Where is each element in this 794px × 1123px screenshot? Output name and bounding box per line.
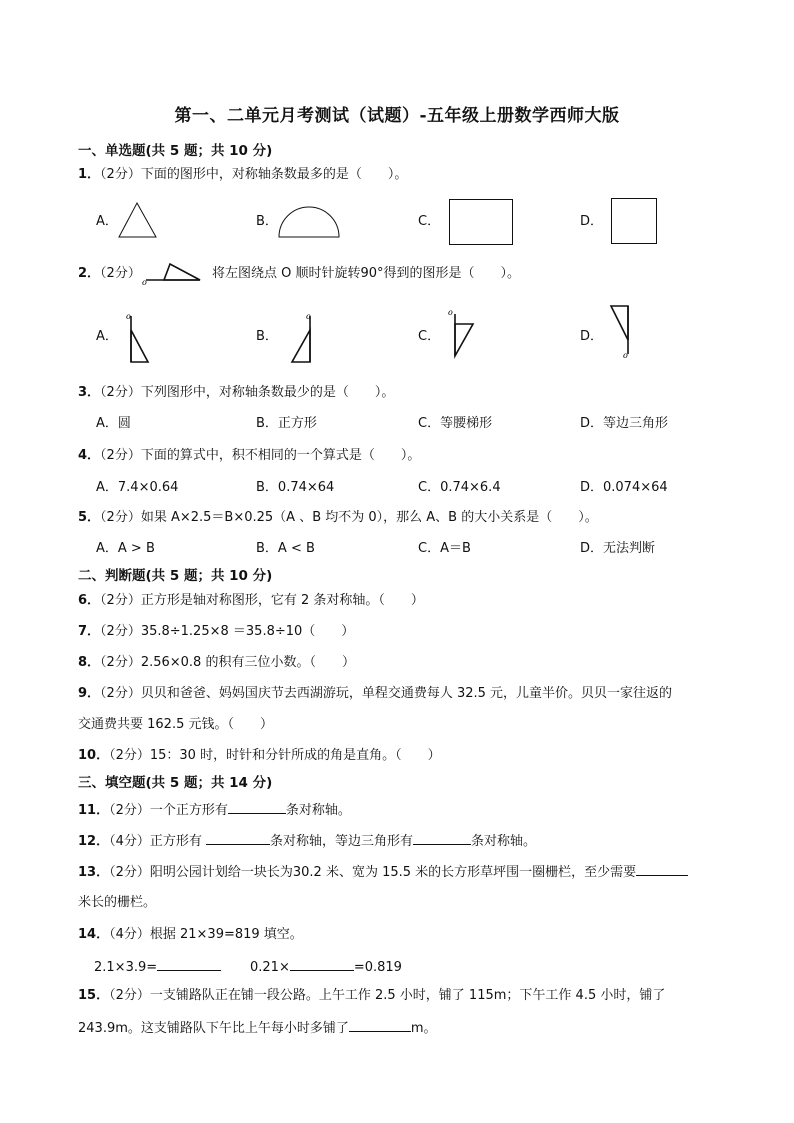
- question-7: [78, 624, 354, 640]
- question-9: [78, 686, 672, 702]
- question-4: [78, 448, 420, 464]
- question-number: 14．: [78, 927, 110, 942]
- question-6: [78, 593, 424, 609]
- question-text: （2分）2.56×0.8 的积有三位小数。（ ）: [100, 655, 355, 670]
- question-10: [78, 748, 441, 764]
- rotated-figure-a: [122, 310, 158, 366]
- question-text: （2分）贝贝和爸爸、妈妈国庆节去西湖游玩，单程交通费每人 32.5 元，儿童半价。贝贝一家往返的: [100, 686, 673, 701]
- answer-blank[interactable]: [636, 863, 688, 876]
- question-number: 7．: [78, 624, 101, 639]
- question-number: 4．: [78, 448, 101, 463]
- rectangle-figure: [449, 199, 513, 245]
- question-12: [78, 832, 536, 850]
- question-text: （4分）根据 21×39=819 填空。: [109, 927, 303, 942]
- question-3: [78, 385, 394, 401]
- section-heading-true-false: 二、判断题(共 5 题；共 10 分): [78, 568, 273, 584]
- question-9-continued: 交通费共要 162.5 元钱。（ ）: [78, 717, 273, 732]
- question-text: （2分）正方形是轴对称图形，它有 2 条对称轴。（ ）: [100, 593, 424, 608]
- answer-blank[interactable]: [349, 1019, 411, 1032]
- rotated-figure-b: [286, 310, 322, 366]
- question-2: [78, 266, 141, 282]
- question-number: 12．: [78, 834, 110, 849]
- question-text: （2分）下面的算式中，积不相同的一个算式是（ ）。: [100, 448, 421, 463]
- question-8: [78, 655, 355, 671]
- question-text: m。: [410, 1021, 437, 1036]
- question-13-continued: 米长的栅栏。: [78, 895, 157, 910]
- question-text: 条对称轴，等边三角形有: [270, 834, 414, 849]
- question-text: （2分）如果 A×2.5＝B×0.25（A 、B 均不为 0），那么 A、B 的大小关系是（ ）。: [100, 510, 598, 525]
- question-13: [78, 863, 688, 881]
- rotation-source-figure: [142, 258, 204, 286]
- question-14-part-a: [94, 958, 221, 976]
- section-heading-single-choice: 一、单选题(共 5 题；共 10 分): [78, 143, 273, 159]
- triangle-figure: [118, 202, 158, 238]
- option-c[interactable]: C．0.74×6.4: [418, 480, 501, 495]
- option-c[interactable]: C．: [418, 329, 441, 344]
- rotated-figure-d: [608, 304, 644, 360]
- question-number: 8．: [78, 655, 101, 670]
- option-c[interactable]: C．: [418, 214, 441, 229]
- svg-text:o: o: [623, 351, 628, 360]
- answer-blank[interactable]: [290, 958, 354, 971]
- question-5: [78, 510, 598, 526]
- point-o-label: o: [142, 278, 147, 287]
- question-text: （2分）一个正方形有: [109, 803, 228, 818]
- option-a[interactable]: A．7.4×0.64: [96, 480, 179, 495]
- question-text: 条对称轴。: [285, 803, 351, 818]
- option-a[interactable]: A．A > B: [96, 541, 155, 556]
- question-2-text: 将左图绕点 O 顺时针旋转90°得到的图形是（ ）。: [212, 266, 521, 281]
- svg-text:o: o: [448, 308, 453, 317]
- semicircle-figure: [278, 205, 340, 239]
- question-number: 2．: [78, 266, 101, 281]
- question-number: 9．: [78, 686, 101, 701]
- option-d[interactable]: D．: [580, 329, 604, 344]
- option-b[interactable]: B．正方形: [256, 416, 317, 431]
- question-text: （4分）正方形有: [109, 834, 206, 849]
- section-heading-fill-blank: 三、填空题(共 5 题；共 14 分): [78, 775, 273, 791]
- question-text: 243.9m。这支铺路队下午比上午每小时多铺了: [78, 1021, 349, 1036]
- question-number: 13．: [78, 865, 110, 880]
- option-a[interactable]: A．圆: [96, 416, 131, 431]
- option-b[interactable]: B．0.74×64: [256, 480, 335, 495]
- question-11: [78, 801, 351, 819]
- question-15-continued: [78, 1019, 437, 1037]
- option-d[interactable]: D．无法判断: [580, 541, 656, 556]
- question-text: （2分）下列图形中，对称轴条数最少的是（ ）。: [100, 385, 395, 400]
- answer-blank[interactable]: [228, 801, 286, 814]
- option-d[interactable]: D．等边三角形: [580, 416, 669, 431]
- option-a[interactable]: A．: [96, 329, 118, 344]
- option-d[interactable]: D．: [580, 214, 604, 229]
- question-text: （2分）35.8÷1.25×8 ＝35.8÷10（ ）: [100, 624, 355, 639]
- rotated-figure-c: [443, 306, 479, 362]
- question-text: =0.819: [353, 960, 402, 975]
- question-number: 3．: [78, 385, 101, 400]
- question-text: （2分）一支铺路队正在铺一段公路。上午工作 2.5 小时，铺了 115m；下午工作 4.5 小时，铺了: [109, 988, 666, 1003]
- option-b[interactable]: B．A < B: [256, 541, 315, 556]
- page-title: 第一、二单元月考测试（试题）-五年级上册数学西师大版: [174, 106, 620, 126]
- option-a[interactable]: A．: [96, 214, 118, 229]
- option-b[interactable]: B．: [256, 329, 278, 344]
- square-figure: [611, 198, 657, 244]
- question-number: 6．: [78, 593, 101, 608]
- answer-blank[interactable]: [206, 832, 270, 845]
- question-number: 5．: [78, 510, 101, 525]
- question-14-part-b: [250, 958, 402, 976]
- question-number: 1．: [78, 167, 101, 182]
- question-text: 条对称轴。: [471, 834, 537, 849]
- option-b[interactable]: B．: [256, 214, 278, 229]
- question-text: （2分）下面的图形中，对称轴条数最多的是（ ）。: [100, 167, 408, 182]
- question-points: （2分）: [100, 266, 141, 281]
- question-number: 11．: [78, 803, 110, 818]
- question-text: （2分）15：30 时，时针和分针所成的角是直角。（ ）: [109, 748, 441, 763]
- question-14: [78, 927, 303, 943]
- option-c[interactable]: C．A＝B: [418, 541, 471, 556]
- question-text: （2分）阳明公园计划给一块长为30.2 米、宽为 15.5 米的长方形草坪围一圈栅栏，至少需要: [109, 865, 637, 880]
- question-text: 2.1×3.9=: [94, 960, 158, 975]
- svg-text:o: o: [306, 312, 311, 321]
- question-15: [78, 988, 665, 1004]
- question-number: 15．: [78, 988, 110, 1003]
- option-d[interactable]: D．0.074×64: [580, 480, 668, 495]
- answer-blank[interactable]: [157, 958, 221, 971]
- option-c[interactable]: C．等腰梯形: [418, 416, 493, 431]
- question-text: 0.21×: [250, 960, 290, 975]
- svg-text:o: o: [126, 312, 131, 321]
- question-number: 10．: [78, 748, 110, 763]
- answer-blank[interactable]: [413, 832, 471, 845]
- question-1: [78, 167, 407, 183]
